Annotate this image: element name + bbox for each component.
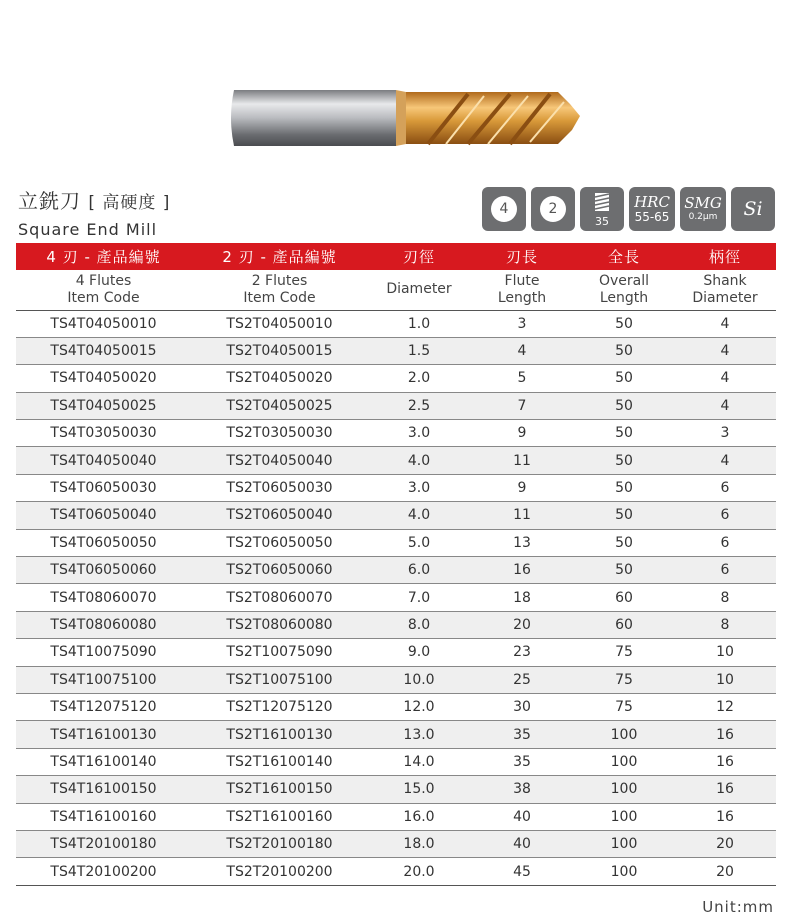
si-coating-label: Si bbox=[743, 198, 763, 220]
cell-overall-length: 50 bbox=[574, 337, 674, 364]
cell-overall-length: 60 bbox=[574, 584, 674, 611]
cell-flute-length: 7 bbox=[470, 392, 574, 419]
header-en-overall-length: Overall Length bbox=[574, 270, 674, 310]
cell-overall-length: 50 bbox=[574, 557, 674, 584]
cell-overall-length: 100 bbox=[574, 776, 674, 803]
cell-diameter: 4.0 bbox=[368, 502, 470, 529]
cell-2flute-code: TS2T08060070 bbox=[191, 584, 368, 611]
header-zh-2flute-code: 2 刃 - 產品編號 bbox=[191, 243, 368, 270]
cell-overall-length: 50 bbox=[574, 502, 674, 529]
cell-diameter: 3.0 bbox=[368, 420, 470, 447]
cell-2flute-code: TS2T06050030 bbox=[191, 474, 368, 501]
cell-shank-diameter: 20 bbox=[674, 858, 776, 885]
table-row bbox=[16, 830, 776, 857]
smg-label: SMG bbox=[684, 194, 722, 212]
table-row bbox=[16, 529, 776, 556]
table-row bbox=[16, 858, 776, 885]
cell-flute-length: 40 bbox=[470, 803, 574, 830]
table-header-zh bbox=[16, 243, 776, 270]
cell-diameter: 9.0 bbox=[368, 639, 470, 666]
cell-2flute-code: TS2T10075090 bbox=[191, 639, 368, 666]
cell-shank-diameter: 20 bbox=[674, 830, 776, 857]
cell-diameter: 4.0 bbox=[368, 447, 470, 474]
cell-2flute-code: TS2T12075120 bbox=[191, 693, 368, 720]
cell-4flute-code: TS4T12075120 bbox=[16, 693, 191, 720]
table-row bbox=[16, 310, 776, 337]
cell-2flute-code: TS2T04050010 bbox=[191, 310, 368, 337]
cell-diameter: 10.0 bbox=[368, 666, 470, 693]
cell-2flute-code: TS2T20100180 bbox=[191, 830, 368, 857]
table-body bbox=[16, 310, 776, 885]
cell-shank-diameter: 3 bbox=[674, 420, 776, 447]
cell-flute-length: 35 bbox=[470, 721, 574, 748]
cell-4flute-code: TS4T08060070 bbox=[16, 584, 191, 611]
cell-overall-length: 75 bbox=[574, 639, 674, 666]
cell-4flute-code: TS4T04050025 bbox=[16, 392, 191, 419]
cell-shank-diameter: 10 bbox=[674, 666, 776, 693]
cell-flute-length: 4 bbox=[470, 337, 574, 364]
table-row bbox=[16, 447, 776, 474]
si-coating-icon bbox=[731, 187, 775, 231]
cell-4flute-code: TS4T08060080 bbox=[16, 611, 191, 638]
cell-overall-length: 100 bbox=[574, 858, 674, 885]
cell-4flute-code: TS4T16100160 bbox=[16, 803, 191, 830]
cell-overall-length: 75 bbox=[574, 693, 674, 720]
table-row bbox=[16, 502, 776, 529]
cell-flute-length: 11 bbox=[470, 447, 574, 474]
cell-shank-diameter: 4 bbox=[674, 447, 776, 474]
cell-diameter: 5.0 bbox=[368, 529, 470, 556]
cell-diameter: 14.0 bbox=[368, 748, 470, 775]
table-row bbox=[16, 748, 776, 775]
cell-diameter: 15.0 bbox=[368, 776, 470, 803]
cell-flute-length: 9 bbox=[470, 474, 574, 501]
cell-flute-length: 9 bbox=[470, 420, 574, 447]
cell-overall-length: 100 bbox=[574, 803, 674, 830]
cell-2flute-code: TS2T03050030 bbox=[191, 420, 368, 447]
table-row bbox=[16, 584, 776, 611]
cell-4flute-code: TS4T06050030 bbox=[16, 474, 191, 501]
cell-flute-length: 23 bbox=[470, 639, 574, 666]
cell-4flute-code: TS4T16100150 bbox=[16, 776, 191, 803]
header-zh-diameter: 刃徑 bbox=[368, 243, 470, 270]
smg-finish-icon bbox=[680, 187, 726, 231]
cell-shank-diameter: 16 bbox=[674, 748, 776, 775]
hrc-range: 55-65 bbox=[634, 210, 670, 224]
cell-overall-length: 50 bbox=[574, 365, 674, 392]
hrc-hardness-icon bbox=[629, 187, 675, 231]
end-mill-product-image bbox=[228, 86, 588, 150]
cell-diameter: 6.0 bbox=[368, 557, 470, 584]
cell-shank-diameter: 8 bbox=[674, 584, 776, 611]
cell-2flute-code: TS2T04050015 bbox=[191, 337, 368, 364]
product-title-block bbox=[18, 185, 170, 239]
table-row bbox=[16, 776, 776, 803]
title-zh-subtitle: [ 高硬度 ] bbox=[88, 193, 171, 213]
cell-overall-length: 100 bbox=[574, 748, 674, 775]
cell-overall-length: 60 bbox=[574, 611, 674, 638]
header-en-shank-diameter: Shank Diameter bbox=[674, 270, 776, 310]
cell-diameter: 2.5 bbox=[368, 392, 470, 419]
cell-shank-diameter: 16 bbox=[674, 776, 776, 803]
table-row bbox=[16, 611, 776, 638]
cell-shank-diameter: 16 bbox=[674, 721, 776, 748]
cell-4flute-code: TS4T16100140 bbox=[16, 748, 191, 775]
header-en-2flute-code: 2 Flutes Item Code bbox=[191, 270, 368, 310]
cell-flute-length: 13 bbox=[470, 529, 574, 556]
cell-2flute-code: TS2T16100150 bbox=[191, 776, 368, 803]
cell-shank-diameter: 16 bbox=[674, 803, 776, 830]
cell-flute-length: 30 bbox=[470, 693, 574, 720]
cell-shank-diameter: 12 bbox=[674, 693, 776, 720]
header-en-4flute-code: 4 Flutes Item Code bbox=[16, 270, 191, 310]
helix-stripes-icon bbox=[593, 191, 611, 213]
two-flutes-number: 2 bbox=[540, 196, 566, 222]
cell-shank-diameter: 6 bbox=[674, 474, 776, 501]
smg-value: 0.2μm bbox=[688, 212, 718, 222]
cell-2flute-code: TS2T16100140 bbox=[191, 748, 368, 775]
cell-diameter: 7.0 bbox=[368, 584, 470, 611]
helix-angle-value: 35 bbox=[595, 214, 609, 228]
cell-overall-length: 50 bbox=[574, 529, 674, 556]
header-en-diameter: Diameter bbox=[368, 270, 470, 310]
four-flutes-icon bbox=[482, 187, 526, 231]
unit-note: Unit:mm bbox=[702, 898, 774, 916]
cell-2flute-code: TS2T06050040 bbox=[191, 502, 368, 529]
cell-shank-diameter: 10 bbox=[674, 639, 776, 666]
table-row bbox=[16, 639, 776, 666]
cell-shank-diameter: 6 bbox=[674, 529, 776, 556]
cell-overall-length: 75 bbox=[574, 666, 674, 693]
cell-4flute-code: TS4T04050020 bbox=[16, 365, 191, 392]
cell-diameter: 8.0 bbox=[368, 611, 470, 638]
title-zh-text: 立銑刀 bbox=[18, 189, 81, 213]
cell-flute-length: 11 bbox=[470, 502, 574, 529]
table-row bbox=[16, 557, 776, 584]
cell-diameter: 13.0 bbox=[368, 721, 470, 748]
cell-diameter: 18.0 bbox=[368, 830, 470, 857]
cell-4flute-code: TS4T20100180 bbox=[16, 830, 191, 857]
cell-diameter: 16.0 bbox=[368, 803, 470, 830]
table-header-en bbox=[16, 270, 776, 310]
cell-shank-diameter: 4 bbox=[674, 310, 776, 337]
cell-2flute-code: TS2T06050060 bbox=[191, 557, 368, 584]
cell-4flute-code: TS4T06050050 bbox=[16, 529, 191, 556]
cell-2flute-code: TS2T04050020 bbox=[191, 365, 368, 392]
cell-shank-diameter: 6 bbox=[674, 502, 776, 529]
cell-flute-length: 25 bbox=[470, 666, 574, 693]
cell-4flute-code: TS4T04050040 bbox=[16, 447, 191, 474]
cell-4flute-code: TS4T06050040 bbox=[16, 502, 191, 529]
cell-2flute-code: TS2T10075100 bbox=[191, 666, 368, 693]
cell-shank-diameter: 4 bbox=[674, 365, 776, 392]
cell-shank-diameter: 4 bbox=[674, 392, 776, 419]
cell-4flute-code: TS4T10075100 bbox=[16, 666, 191, 693]
specification-table bbox=[16, 243, 776, 886]
cell-diameter: 20.0 bbox=[368, 858, 470, 885]
cell-shank-diameter: 6 bbox=[674, 557, 776, 584]
helix-angle-icon bbox=[580, 187, 624, 231]
cell-overall-length: 50 bbox=[574, 310, 674, 337]
cell-overall-length: 50 bbox=[574, 474, 674, 501]
cell-2flute-code: TS2T08060080 bbox=[191, 611, 368, 638]
cell-diameter: 1.5 bbox=[368, 337, 470, 364]
table-row bbox=[16, 803, 776, 830]
cell-shank-diameter: 8 bbox=[674, 611, 776, 638]
table-row bbox=[16, 666, 776, 693]
two-flutes-icon bbox=[531, 187, 575, 231]
cell-4flute-code: TS4T10075090 bbox=[16, 639, 191, 666]
cell-2flute-code: TS2T20100200 bbox=[191, 858, 368, 885]
cell-4flute-code: TS4T20100200 bbox=[16, 858, 191, 885]
cell-flute-length: 38 bbox=[470, 776, 574, 803]
product-title-en: Square End Mill bbox=[18, 220, 158, 239]
header-zh-shank-diameter: 柄徑 bbox=[674, 243, 776, 270]
cell-4flute-code: TS4T03050030 bbox=[16, 420, 191, 447]
cell-flute-length: 3 bbox=[470, 310, 574, 337]
cell-2flute-code: TS2T16100130 bbox=[191, 721, 368, 748]
cell-flute-length: 16 bbox=[470, 557, 574, 584]
spec-badges bbox=[482, 187, 775, 231]
product-title-zh bbox=[18, 185, 170, 214]
cell-diameter: 12.0 bbox=[368, 693, 470, 720]
cell-flute-length: 35 bbox=[470, 748, 574, 775]
table-row bbox=[16, 721, 776, 748]
cell-overall-length: 50 bbox=[574, 392, 674, 419]
table-row bbox=[16, 337, 776, 364]
table-row bbox=[16, 693, 776, 720]
cell-2flute-code: TS2T04050040 bbox=[191, 447, 368, 474]
cell-flute-length: 45 bbox=[470, 858, 574, 885]
cell-diameter: 1.0 bbox=[368, 310, 470, 337]
cell-4flute-code: TS4T06050060 bbox=[16, 557, 191, 584]
cell-flute-length: 18 bbox=[470, 584, 574, 611]
cell-4flute-code: TS4T16100130 bbox=[16, 721, 191, 748]
cell-overall-length: 100 bbox=[574, 830, 674, 857]
cell-overall-length: 50 bbox=[574, 447, 674, 474]
header-zh-4flute-code: 4 刃 - 產品編號 bbox=[16, 243, 191, 270]
table-row bbox=[16, 365, 776, 392]
header-zh-flute-length: 刃長 bbox=[470, 243, 574, 270]
header-zh-overall-length: 全長 bbox=[574, 243, 674, 270]
cell-flute-length: 5 bbox=[470, 365, 574, 392]
cell-2flute-code: TS2T16100160 bbox=[191, 803, 368, 830]
cell-flute-length: 20 bbox=[470, 611, 574, 638]
cell-4flute-code: TS4T04050015 bbox=[16, 337, 191, 364]
header-en-flute-length: Flute Length bbox=[470, 270, 574, 310]
cell-overall-length: 100 bbox=[574, 721, 674, 748]
table-row bbox=[16, 474, 776, 501]
table-row bbox=[16, 420, 776, 447]
table-row bbox=[16, 392, 776, 419]
cell-overall-length: 50 bbox=[574, 420, 674, 447]
cell-shank-diameter: 4 bbox=[674, 337, 776, 364]
four-flutes-number: 4 bbox=[491, 196, 517, 222]
cell-2flute-code: TS2T06050050 bbox=[191, 529, 368, 556]
cell-diameter: 3.0 bbox=[368, 474, 470, 501]
cell-2flute-code: TS2T04050025 bbox=[191, 392, 368, 419]
cell-4flute-code: TS4T04050010 bbox=[16, 310, 191, 337]
cell-diameter: 2.0 bbox=[368, 365, 470, 392]
cell-flute-length: 40 bbox=[470, 830, 574, 857]
hrc-label: HRC bbox=[634, 193, 670, 211]
